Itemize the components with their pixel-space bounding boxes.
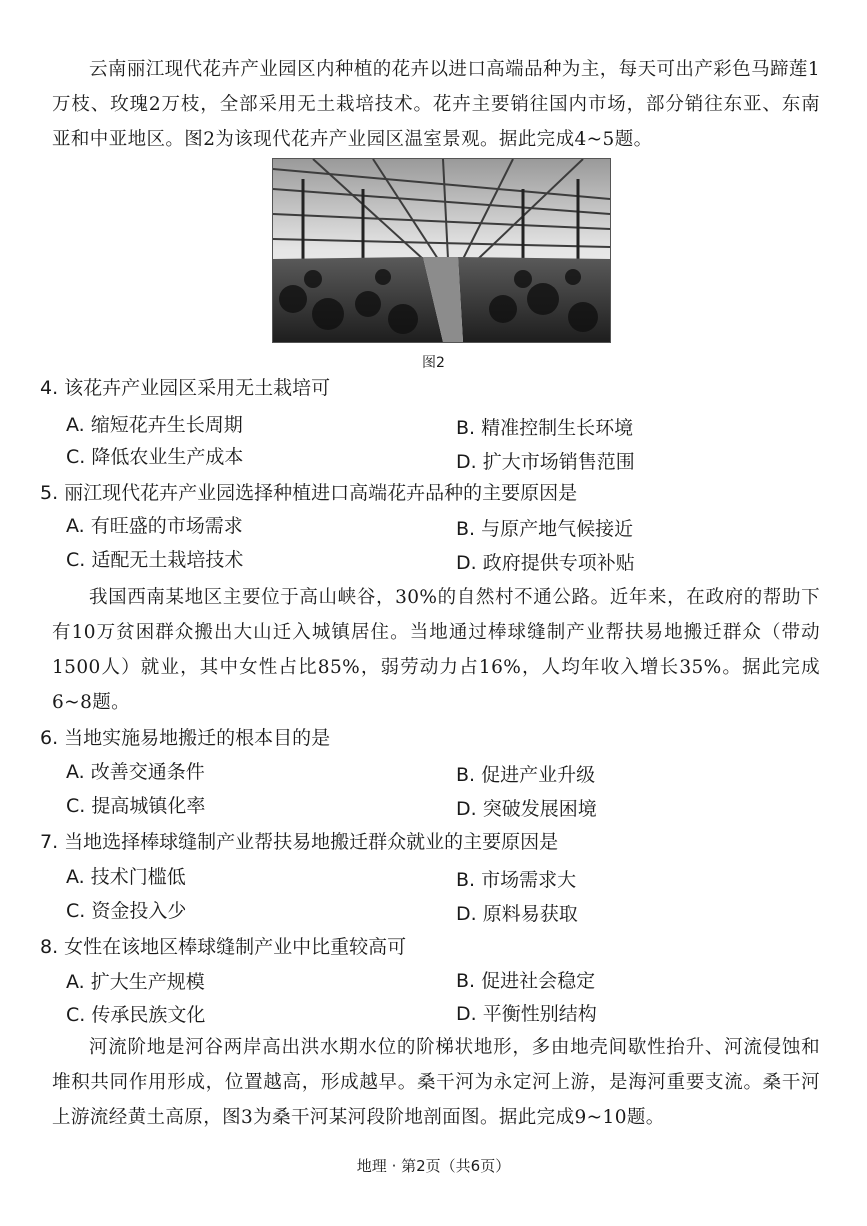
q8-option-d[interactable]: D. 平衡性别结构 <box>456 1003 597 1025</box>
q8-option-b[interactable]: B. 促进社会稳定 <box>456 970 596 992</box>
q7-option-d[interactable]: D. 原料易获取 <box>456 903 578 925</box>
q5-option-a[interactable]: A. 有旺盛的市场需求 <box>66 515 243 537</box>
q4-option-c[interactable]: C. 降低农业生产成本 <box>66 446 244 468</box>
q8-option-c[interactable]: C. 传承民族文化 <box>66 1004 206 1026</box>
q4-option-b[interactable]: B. 精准控制生长环境 <box>456 417 634 439</box>
q7-option-b[interactable]: B. 市场需求大 <box>456 869 577 891</box>
question-4-stem: 4. 该花卉产业园区采用无土栽培可 <box>40 377 331 399</box>
question-7-stem: 7. 当地选择棒球缝制产业帮扶易地搬迁群众就业的主要原因是 <box>40 831 559 853</box>
question-6-stem: 6. 当地实施易地搬迁的根本目的是 <box>40 727 331 749</box>
q4-option-a[interactable]: A. 缩短花卉生长周期 <box>66 414 243 436</box>
greenhouse-photo <box>272 158 611 343</box>
passage-relocation: 我国西南某地区主要位于高山峡谷，30%的自然村不通公路。近年来，在政府的帮助下有10万贫困群众搬出大山迁入城镇居住。当地通过棒球缝制产业帮扶易地搬迁群众（带动1500人）就业，其中女性占比85%，弱劳动力占16%，人均年收入增长35%。据此完成6~8题。 <box>52 587 820 713</box>
q7-option-c[interactable]: C. 资金投入少 <box>66 900 187 922</box>
q5-option-c[interactable]: C. 适配无土栽培技术 <box>66 549 244 571</box>
passage-river-terrace: 河流阶地是河谷两岸高出洪水期水位的阶梯状地形，多由地壳间歇性抬升、河流侵蚀和堆积共同作用形成，位置越高，形成越早。桑干河为永定河上游，是海河重要支流。桑干河上游流经黄土高原，图3为桑干河某河段阶地剖面图。据此完成9~10题。 <box>52 1037 820 1128</box>
q7-option-a[interactable]: A. 技术门槛低 <box>66 866 186 888</box>
question-8-stem: 8. 女性在该地区棒球缝制产业中比重较高可 <box>40 936 407 958</box>
q8-option-a[interactable]: A. 扩大生产规模 <box>66 971 205 993</box>
q4-option-d[interactable]: D. 扩大市场销售范围 <box>456 451 635 473</box>
q5-option-b[interactable]: B. 与原产地气候接近 <box>456 518 634 540</box>
page-footer: 地理 · 第2页（共6页） <box>356 1157 511 1175</box>
q6-option-d[interactable]: D. 突破发展困境 <box>456 798 597 820</box>
q6-option-b[interactable]: B. 促进产业升级 <box>456 764 596 786</box>
q5-option-d[interactable]: D. 政府提供专项补贴 <box>456 552 635 574</box>
question-5-stem: 5. 丽江现代花卉产业园选择种植进口高端花卉品种的主要原因是 <box>40 482 578 504</box>
figure-caption: 图2 <box>422 355 445 371</box>
q6-option-c[interactable]: C. 提高城镇化率 <box>66 795 206 817</box>
q6-option-a[interactable]: A. 改善交通条件 <box>66 761 205 783</box>
passage-flower-park: 云南丽江现代花卉产业园区内种植的花卉以进口高端品种为主，每天可出产彩色马蹄莲1万枝、玫瑰2万枝，全部采用无土栽培技术。花卉主要销往国内市场，部分销往东亚、东南亚和中亚地区。图2为该现代花卉产业园区温室景观。据此完成4~5题。 <box>52 59 820 150</box>
